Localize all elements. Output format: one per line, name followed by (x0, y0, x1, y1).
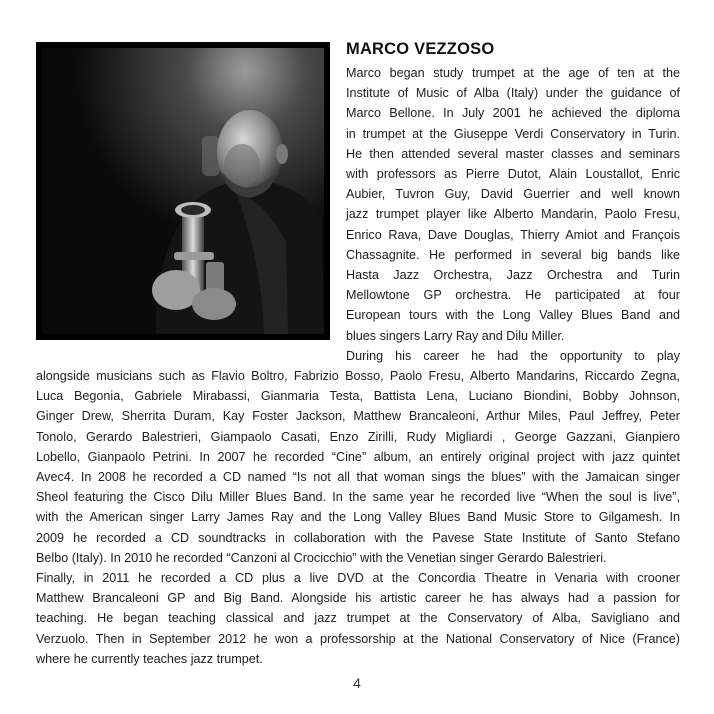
bio-line: Aubier, Tuvron Guy, David Guerrier and well known (346, 187, 680, 202)
bio-line: Ginger Drew, Sherrita Duram, Kay Foster Jackson, Matthew Brancaleoni, Arthur Miles, Paul Jeffrey, Peter (36, 409, 680, 424)
bio-line: He then attended several master classes and seminars (346, 146, 680, 161)
bio-line: teaching. He began teaching classical and jazz trumpet at the Conservatory of Alba, Savigliano and (36, 611, 680, 626)
bio-line: Marco Bellone. In July 2001 he achieved the diploma (346, 106, 680, 121)
bio-line: During his career he had the opportunity to play (346, 348, 680, 363)
bio-line: Finally, in 2011 he recorded a CD plus a live DVD at the Concordia Theatre in Venaria with crooner (36, 571, 680, 585)
bio-line: Chassagnite. He performed in several big bands like (346, 247, 680, 262)
bio-line: Avec4. In 2008 he recorded a CD named “Is not all that woman sings the blues” with the Jamaican singer (36, 470, 680, 484)
bio-line: Institute of Music of Alba (Italy) under the guidance of (346, 86, 680, 101)
portrait-photo (36, 42, 330, 340)
bio-line: with professors as Pierre Dutot, Alain Loustallot, Enric (346, 167, 680, 181)
bio-line: European tours with the Long Valley Blues Band and (346, 308, 680, 323)
bio-line: Hasta Jazz Orchestra, Jazz Orchestra and Turin (346, 268, 680, 282)
bio-line: Marco began study trumpet at the age of ten at the (346, 66, 680, 80)
bio-line: Enrico Rava, Dave Douglas, Thierry Amiot and François (346, 227, 680, 242)
bio-line: where he currently teaches jazz trumpet. (36, 651, 263, 666)
bio-line: Sheol featuring the Cisco Dilu Miller Blues Band. In the same year he recorded live “When the soul is live”, (36, 490, 680, 505)
portrait-illustration (36, 42, 330, 340)
bio-line: with the American singer Larry James Ray and the Long Valley Blues Band Music Store to Gilgamesh. In (36, 510, 680, 525)
page-number: 4 (353, 675, 361, 691)
bio-line: Matthew Brancaleoni GP and Big Band. Alongside his artistic career he has always had a passion for (36, 591, 680, 606)
bio-line: Tonolo, Gerardo Balestrieri, Giampaolo Casati, Enzo Zirilli, Rudy Migliardi , George Gazzani, Gianpiero (36, 429, 680, 444)
bio-line: blues singers Larry Ray and Dilu Miller. (346, 328, 565, 343)
bio-line: Luca Begonia, Gabriele Mirabassi, Gianmaria Testa, Battista Lena, Luciano Biondini, Bobby Johnson, (36, 389, 680, 404)
bio-line: Belbo (Italy). In 2010 he recorded “Canzoni al Crocicchio” with the Venetian singer Gerardo Balestrieri. (36, 550, 607, 565)
bio-line: in trumpet at the Giuseppe Verdi Conservatory in Turin. (346, 126, 680, 141)
bio-line: Verzuolo. Then in September 2012 he won a professorship at the National Conservatory of Nice (France) (36, 631, 680, 646)
bio-line: alongside musicians such as Flavio Boltro, Fabrizio Bosso, Paolo Fresu, Alberto Mandarins, Riccardo Zegna, (36, 369, 680, 383)
artist-name-heading: MARCO VEZZOSO (346, 40, 495, 58)
bio-line: Mellowtone GP orchestra. He participated at four (346, 288, 680, 303)
bio-line: jazz trumpet player like Alberto Mandarin, Paolo Fresu, (346, 207, 680, 222)
bio-line: Lobello, Gianpaolo Petrini. In 2007 he recorded “Cine” album, an entirely original project with jazz quintet (36, 449, 680, 464)
bio-line: 2009 he recorded a CD soundtracks in collaboration with the Pavese State Institute of Santo Stefano (36, 530, 680, 545)
